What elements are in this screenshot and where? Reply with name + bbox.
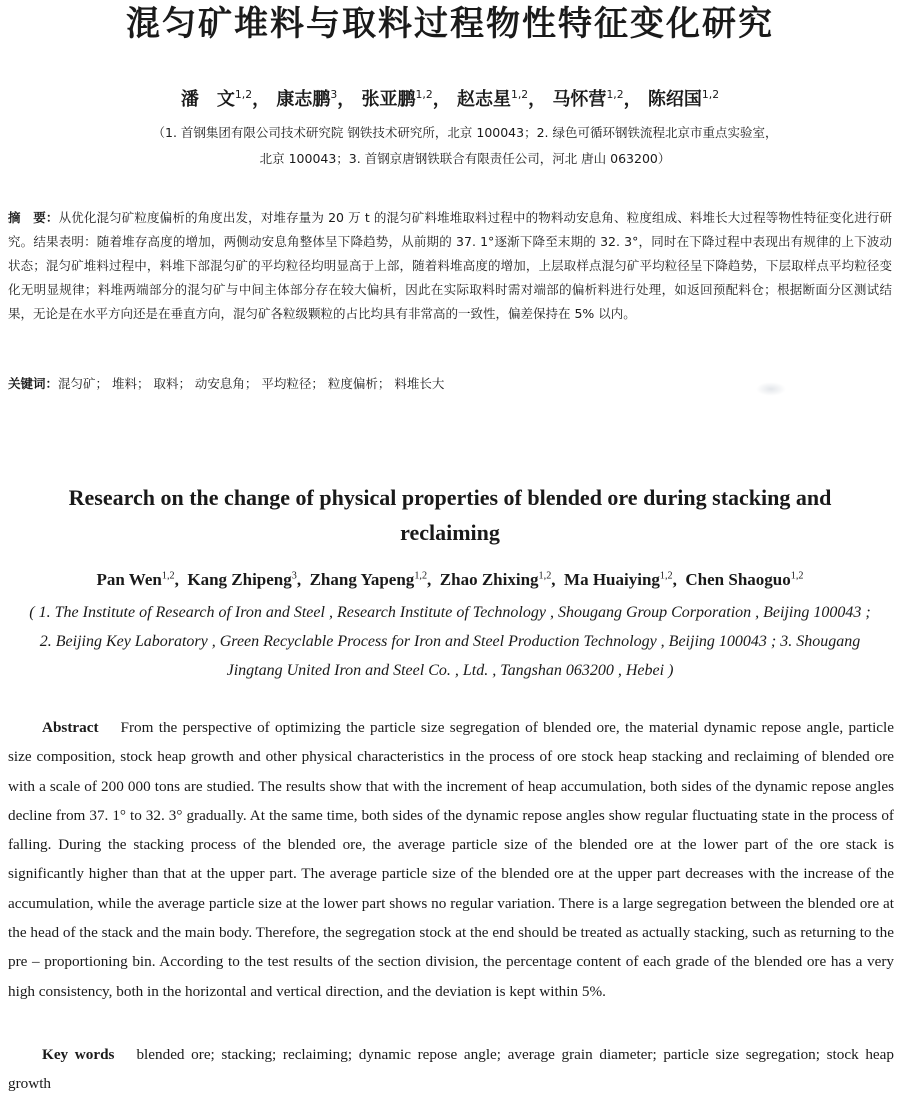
en-affiliation-line: 2. Beijing Key Laboratory , Green Recyclable Process for Iron and Steel Production Technology , Beijing 100043 ; 3. Shougang xyxy=(39,633,861,650)
cn-abstract-text: 从优化混匀矿粒度偏析的角度出发，对堆存量为 20 万 t 的混匀矿料堆堆取料过程中的物料动安息角、粒度组成、料堆长大过程等物性特征变化进行研究。结果表明：随着堆存高度的增加，两侧动安息角整体呈下降趋势，从前期的 37. 1°逐渐下降至末期的 32. 3°，同时在下降过程中表现出有规律的上下波动状态；混匀矿堆料过程中，料堆下部混匀矿的平均粒径均明显高于上部，随着料堆高度的增加，上层取样点混匀矿平均粒径呈下降趋势，下层取样点平均粒径变化无明显规律；料堆两端部分的混匀矿与中间主体部分存在较大偏析，因此在实际取料时需对端部的偏析料进行处理，如返回预配料仓；根据断面分区测试结果，无论是在水平方向还是在垂直方向，混匀矿各粒级颗粒的占比均具有非常高的一致性，偏差保持在 5% 以内。 xyxy=(8,210,892,321)
cn-keywords-label: 关键词： xyxy=(8,376,59,391)
en-keywords-label: Key words xyxy=(42,1046,115,1063)
en-affiliation-line: Jingtang United Iron and Steel Co. , Ltd. , Tangshan 063200 , Hebei ) xyxy=(226,662,674,679)
cn-title: 混匀矿堆料与取料过程物性特征变化研究 xyxy=(126,4,774,44)
en-keywords-text: blended ore; stacking; reclaiming; dynamic repose angle; average grain diameter; particle size segregation; stock heap growth xyxy=(8,1046,894,1093)
cn-author: 陈绍国$^{1,2}$ xyxy=(647,88,720,110)
en-abstract-text: From the perspective of optimizing the particle size segregation of blended ore, the material dynamic repose angle, particle size composition, stock heap growth and other physical characteristics in the process of ore stock heap stacking and reclaiming of blended ore with a scale of 200 000 tons are studied. The results show that with the increment of heap accumulation, both sides of the dynamic repose angles decline from 37. 1° to 32. 3° gradually. At the same time, both sides of the dynamic repose angles show regular fluctuating state in the process of falling. During the stacking process of the blended ore, the average particle size of the blended ore at the lower part of the ore stack is significantly higher than that at the upper part. The average particle size of the blended ore at the upper part decreases with the increase of the accumulation, while the average particle size at the lower part shows no regular variation. There is a large segregation between the blended ore at the head of the stack and the main body. Therefore, the segregation stock at the end should be treated as actually stacking, such as returning to the pre – proportioning bin. According to the test results of the section division, the percentage content of each grade of the blended ore has a very high consistency, both in the horizontal and vertical direction, and the deviation is kept within 5%. xyxy=(8,719,894,1000)
cn-affiliation-line: 北京 100043；3. 首钢京唐钢铁联合有限责任公司，河北 唐山 063200） xyxy=(259,151,671,166)
cn-author: 赵志星$^{1,2}$ xyxy=(456,88,529,110)
en-author: Chen Shaoguo$^{1,2}$ xyxy=(685,570,804,589)
cn-author-list: 潘 文$^{1,2}$， 康志鹏$^3$， 张亚鹏$^{1,2}$， 赵志星$^{1,2}$， 马怀营$^{1,2}$， 陈绍国$^{1,2}$ xyxy=(180,88,720,110)
en-affiliations xyxy=(10,598,890,685)
cn-affiliations xyxy=(100,120,830,172)
en-abstract-label: Abstract xyxy=(42,719,99,736)
en-keywords xyxy=(8,1040,894,1099)
cn-author: 潘 文$^{1,2}$ xyxy=(180,88,253,110)
scan-smudge xyxy=(756,382,786,396)
en-author: Pan Wen$^{1,2}$ xyxy=(96,570,175,589)
cn-abstract xyxy=(8,206,892,326)
en-author-list: Pan Wen$^{1,2}$, Kang Zhipeng$^3$, Zhang Yapeng$^{1,2}$, Zhao Zhixing$^{1,2}$, Ma Huaiying$^{1,2}$, Chen Shaoguo$^{1,2}$ xyxy=(96,570,804,589)
en-author: Kang Zhipeng$^3$ xyxy=(187,570,297,589)
en-author: Zhao Zhixing$^{1,2}$ xyxy=(439,570,552,589)
cn-author: 康志鹏$^3$ xyxy=(276,88,338,110)
cn-abstract-label: 摘 要： xyxy=(8,210,59,225)
en-author: Ma Huaiying$^{1,2}$ xyxy=(564,570,673,589)
en-affiliation-line: ( 1. The Institute of Research of Iron and Steel , Research Institute of Technology , Shougang Group Corporation , Beijing 100043 ; xyxy=(29,604,871,621)
en-author: Zhang Yapeng$^{1,2}$ xyxy=(309,570,428,589)
cn-author: 张亚鹏$^{1,2}$ xyxy=(361,88,433,110)
en-title: Research on the change of physical properties of blended ore during stacking and reclaiming xyxy=(68,485,832,545)
cn-affiliation-line: （1. 首钢集团有限公司技术研究院 钢铁技术研究所，北京 100043；2. 绿色可循环钢铁流程北京市重点实验室， xyxy=(152,125,778,140)
cn-keywords-text: 混匀矿； 堆料； 取料； 动安息角； 平均粒径； 粒度偏析； 料堆长大 xyxy=(58,376,445,391)
cn-author: 马怀营$^{1,2}$ xyxy=(552,88,624,110)
en-abstract xyxy=(8,713,894,1006)
